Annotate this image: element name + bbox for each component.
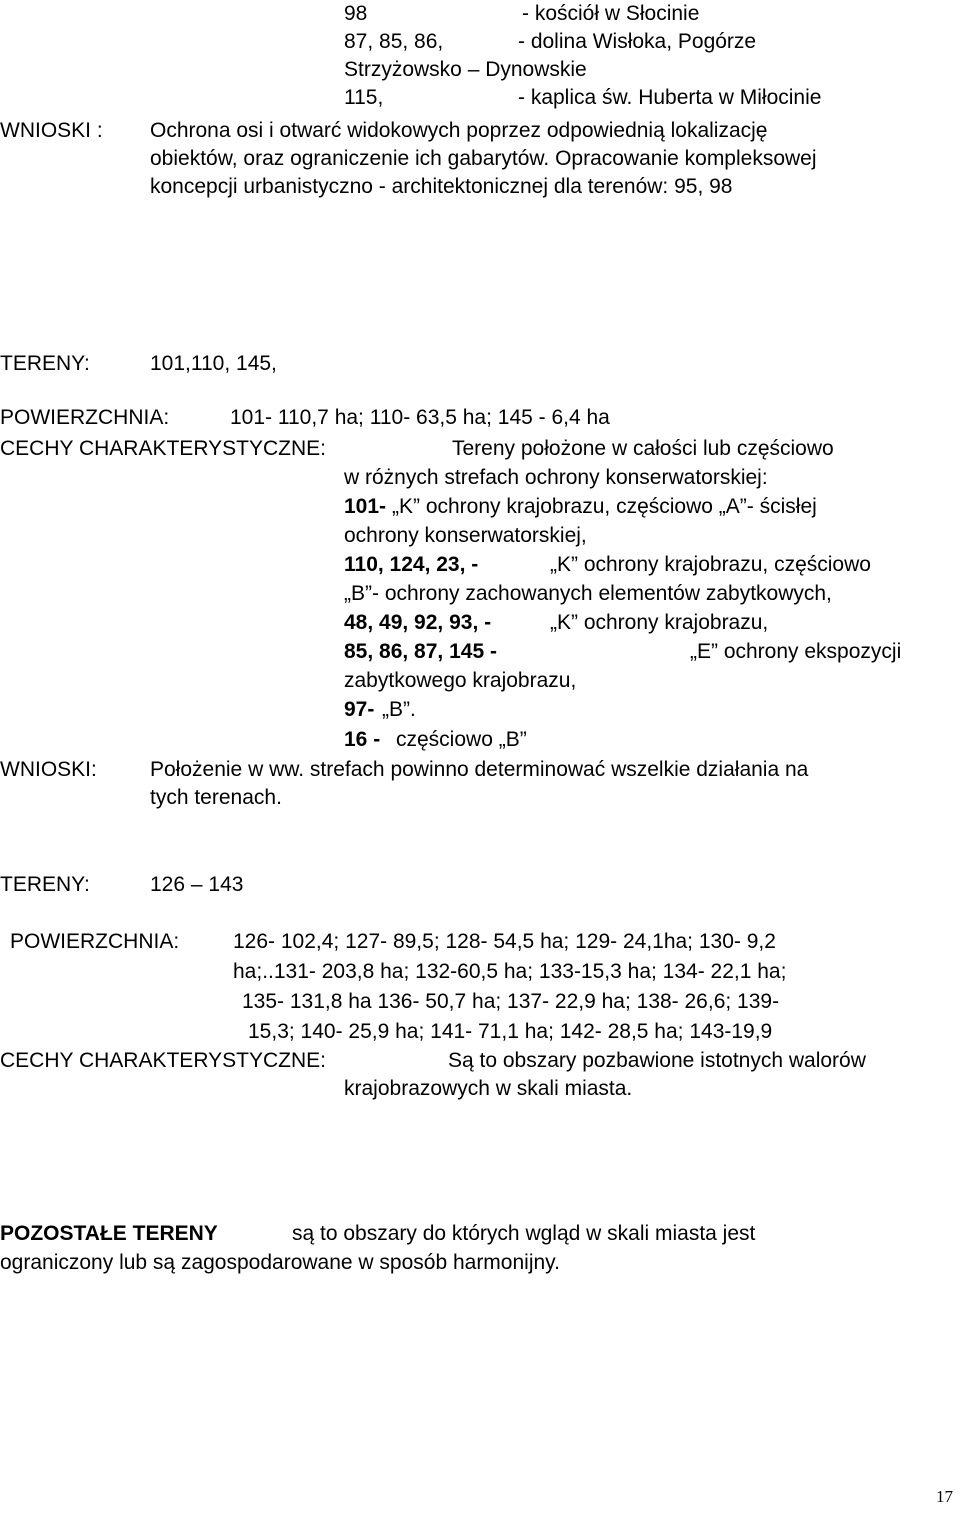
pozostale-text: ograniczony lub są zagospodarowane w sposób harmonijny. [0,1251,560,1274]
wnioski-text: Położenie w ww. strefach powinno determinować wszelkie działania na [150,758,809,781]
pozostale-heading [0,1220,218,1248]
zone-item-text: „B”. [382,698,416,721]
powierzchnia-label: POWIERZCHNIA: [10,930,180,953]
wnioski-label: WNIOSKI : [0,119,103,142]
wnioski-text: obiektów, oraz ograniczenie ich gabarytów. Opracowanie kompleksowej [150,147,817,170]
powierzchnia-value: 101- 110,7 ha; 110- 63,5 ha; 145 - 6,4 ha [230,406,610,429]
zone-item-code [344,493,386,521]
wnioski-text: tych terenach. [150,786,282,809]
list-number: 87, 85, 86, [344,30,444,53]
powierzchnia-value: 135- 131,8 ha 136- 50,7 ha; 137- 22,9 ha; 138- 26,6; 139- [242,990,780,1013]
powierzchnia-value: 15,3; 140- 25,9 ha; 141- 71,1 ha; 142- 28,5 ha; 143-19,9 [248,1020,773,1043]
zone-code: 97- [344,698,375,721]
tereny-value: 101,110, 145, [150,352,277,375]
zone-item-code [344,696,374,724]
wnioski-label: WNIOSKI: [0,758,97,781]
zone-code: 16 - [344,728,381,751]
powierzchnia-value: ha;..131- 203,8 ha; 132-60,5 ha; 133-15,3 ha; 134- 22,1 ha; [233,960,787,983]
wnioski-text: Ochrona osi i otwarć widokowych poprzez odpowiednią lokalizację [150,119,768,142]
zone-code: 85, 86, 87, 145 - [344,640,497,663]
cechy-text: Są to obszary pozbawione istotnych walorów [448,1049,866,1072]
zone-item-code [344,551,478,579]
cechy-text: Tereny położone w całości lub częściowo [452,437,834,460]
zone-item-text: „K” ochrony krajobrazu, częściowo „A”- ścisłej [392,495,817,518]
zone-code: 110, 124, 23, - [344,553,479,576]
cechy-text: krajobrazowych w skali miasta. [344,1077,633,1100]
zone-item-code [344,609,491,637]
cechy-text: w różnych strefach ochrony konserwatorskiej: [344,466,768,489]
zone-item-text: „K” ochrony krajobrazu, [550,611,769,634]
pozostale-bold: POZOSTAŁE TERENY [0,1222,218,1245]
zone-code: 48, 49, 92, 93, - [344,611,492,634]
list-number: 115, [344,86,384,109]
list-description: Strzyżowsko – Dynowskie [344,58,587,81]
zone-item-text: „K” ochrony krajobrazu, częściowo [550,553,871,576]
list-description: - kościół w Słocinie [522,2,700,25]
zone-item-code [344,726,380,754]
zone-item-text: „E” ochrony ekspozycji [690,640,902,663]
zone-item-text: ochrony konserwatorskiej, [344,524,587,547]
tereny-label: TERENY: [0,352,90,375]
zone-item-text: częściowo „B” [396,728,527,751]
tereny-label: TERENY: [0,873,90,896]
zone-item-text: zabytkowego krajobrazu, [344,669,577,692]
zone-item-text: „B”- ochrony zachowanych elementów zabytkowych, [344,582,832,605]
list-description: - kaplica św. Huberta w Miłocinie [518,86,822,109]
list-number: 98 [344,2,368,25]
page-number: 17 [936,1487,953,1506]
tereny-value: 126 – 143 [150,873,244,896]
zone-item-code [344,638,497,666]
cechy-label: CECHY CHARAKTERYSTYCZNE: [0,1049,326,1072]
wnioski-text: koncepcji urbanistyczno - architektonicznej dla terenów: 95, 98 [150,175,733,198]
powierzchnia-label: POWIERZCHNIA: [0,406,170,429]
zone-code: 101- [344,495,387,518]
pozostale-text: są to obszary do których wgląd w skali miasta jest [292,1222,756,1245]
list-description: - dolina Wisłoka, Pogórze [518,30,757,53]
cechy-label: CECHY CHARAKTERYSTYCZNE: [0,437,326,460]
powierzchnia-value: 126- 102,4; 127- 89,5; 128- 54,5 ha; 129- 24,1ha; 130- 9,2 [233,930,776,953]
